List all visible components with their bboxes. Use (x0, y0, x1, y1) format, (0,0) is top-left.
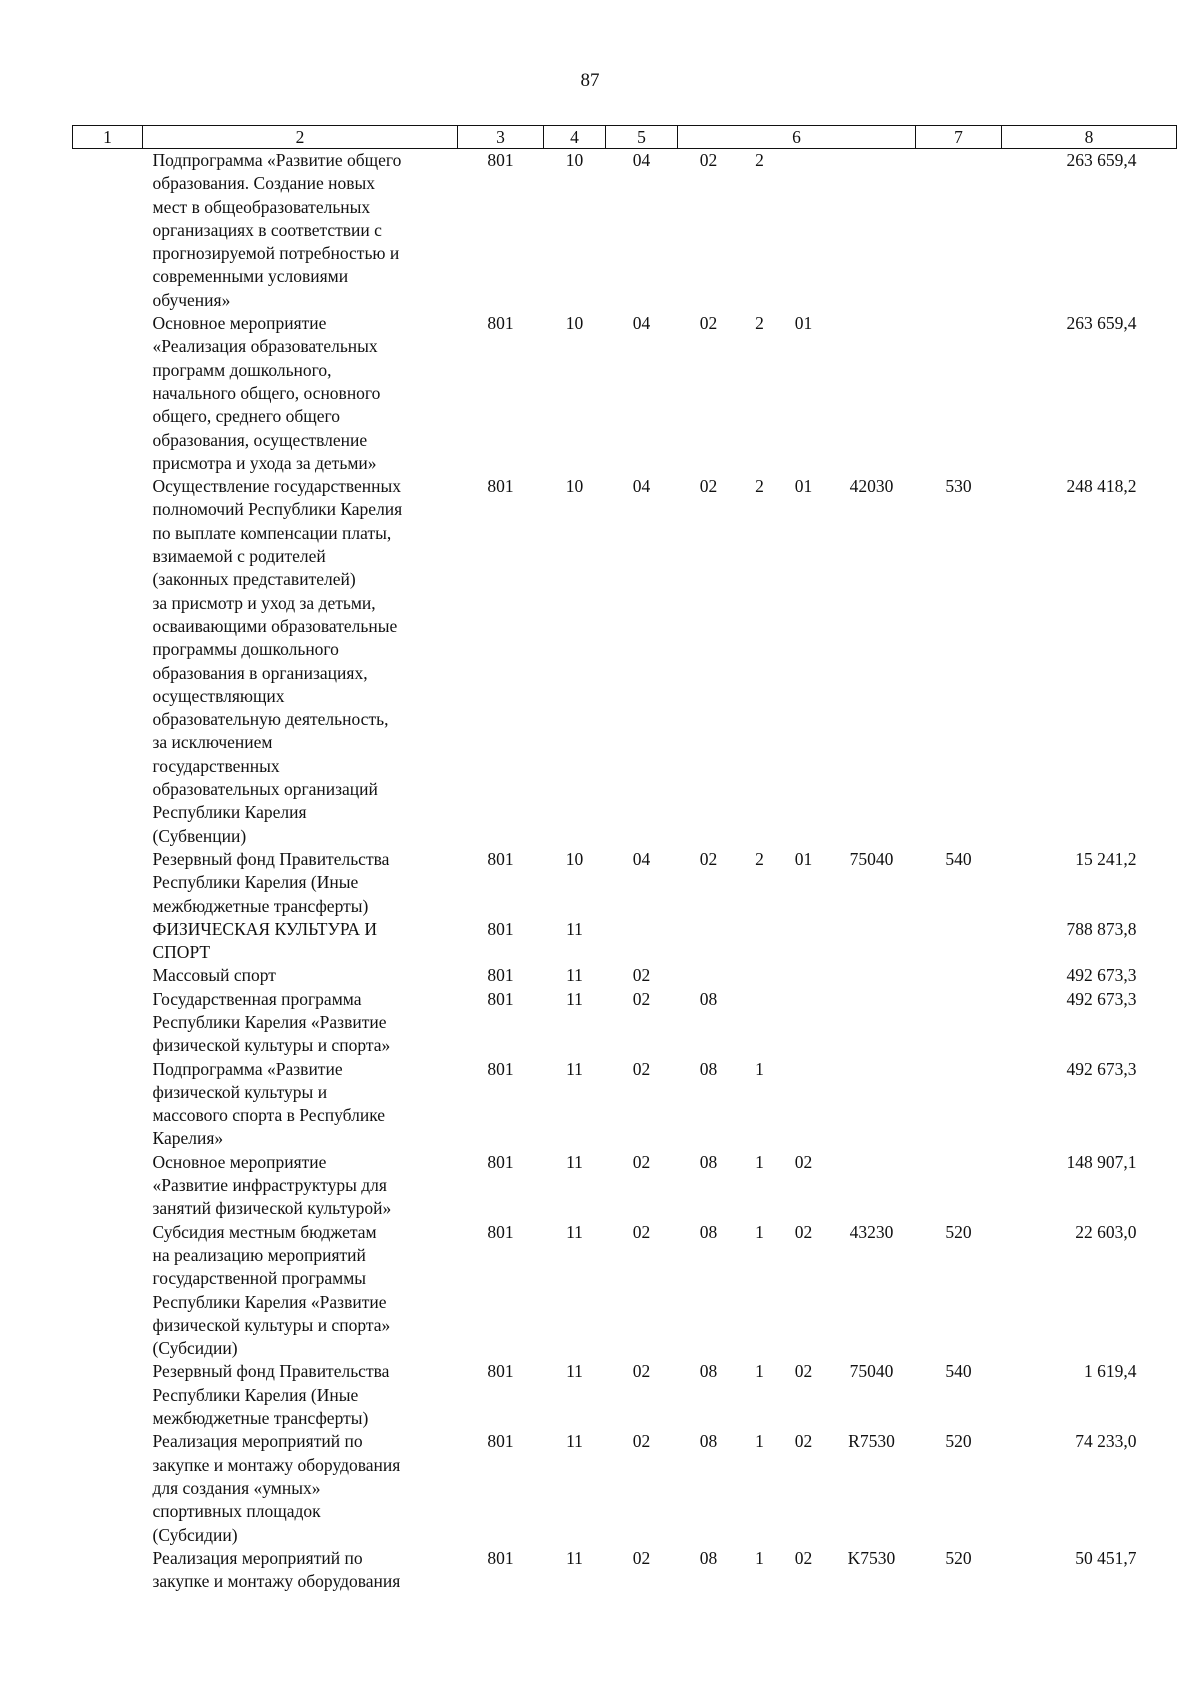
cell-c6d: R7530 (848, 1431, 895, 1452)
cell-c6d: 42030 (849, 476, 894, 497)
budget-table (72, 125, 1177, 1593)
cell-c6a: 02 (699, 150, 718, 170)
cell-c6a: 08 (699, 1221, 718, 1242)
header-col-4: 4 (544, 126, 606, 149)
table-row (73, 149, 1177, 313)
cell-c5: 02 (632, 1431, 651, 1452)
cell-c5: 02 (632, 1221, 651, 1242)
cell-c6b: 1 (755, 1547, 764, 1568)
cell-c6d: 75040 (849, 1361, 894, 1382)
cell-c6b: 2 (755, 150, 764, 170)
cell-c8: 1 619,4 (1084, 1361, 1137, 1382)
cell-c5: 02 (632, 1547, 651, 1568)
header-col-5: 5 (606, 126, 678, 149)
cell-c6a: 08 (699, 1151, 718, 1172)
cell-empty (73, 149, 143, 313)
cell-c6c: 02 (794, 1361, 813, 1382)
cell-c3: 801 (487, 1431, 514, 1452)
table-row (73, 475, 1177, 848)
cell-c6d: 43230 (849, 1221, 894, 1242)
cell-c6c (780, 918, 828, 965)
cell-c3: 801 (487, 1547, 514, 1568)
cell-c8: 492 673,3 (1066, 965, 1137, 986)
cell-c2: Резервный фонд Правительства Республики Карелия (Иные межбюджетные трансферты) (152, 1361, 390, 1429)
cell-c5 (606, 918, 678, 965)
cell-c2: Реализация мероприятий по закупке и монтажу оборудования (152, 1547, 401, 1592)
cell-empty (73, 1360, 143, 1430)
cell-c2: Подпрограмма «Развитие общего образования. Создание новых мест в общеобразовательных организациях в соответствии с прогнозируемой потребностью и современными условиями обучения» (152, 150, 402, 310)
cell-c6b: 1 (755, 1221, 764, 1242)
header-col-1: 1 (73, 126, 143, 149)
cell-c2: Реализация мероприятий по закупке и монтажу оборудования для создания «умных» спортивных площадок (Субсидии) (152, 1431, 401, 1545)
table-row (73, 1360, 1177, 1430)
cell-c7: 540 (945, 848, 972, 869)
cell-c2: Подпрограмма «Развитие физической культуры и массового спорта в Республике Карелия» (152, 1058, 386, 1149)
cell-c3: 801 (487, 1151, 514, 1172)
cell-c6a: 08 (699, 988, 718, 1009)
cell-c3: 801 (487, 848, 514, 869)
cell-c6a: 02 (699, 848, 718, 869)
cell-c7 (916, 312, 1002, 475)
header-col-2: 2 (143, 126, 458, 149)
cell-c6b: 2 (755, 476, 764, 497)
table-body (73, 149, 1177, 1594)
cell-c7: 520 (945, 1547, 972, 1568)
cell-c8: 248 418,2 (1066, 476, 1137, 497)
cell-c6b (740, 988, 780, 1058)
cell-c8: 15 241,2 (1075, 848, 1137, 869)
cell-c2: ФИЗИЧЕСКАЯ КУЛЬТУРА И СПОРТ (152, 918, 378, 963)
header-col-7: 7 (916, 126, 1002, 149)
cell-c4: 10 (565, 313, 584, 334)
cell-c6b (740, 964, 780, 987)
cell-c8: 22 603,0 (1075, 1221, 1137, 1242)
cell-c6b: 1 (755, 1058, 764, 1079)
table-row (73, 1058, 1177, 1151)
cell-c6d (828, 312, 916, 475)
cell-c6b: 2 (755, 313, 764, 334)
cell-empty (73, 918, 143, 965)
cell-c6b: 1 (755, 1361, 764, 1382)
cell-c6a: 08 (699, 1361, 718, 1382)
cell-c6d (828, 988, 916, 1058)
cell-c6d (828, 964, 916, 987)
cell-empty (73, 1430, 143, 1546)
cell-c6d (828, 1058, 916, 1151)
table-row (73, 848, 1177, 918)
cell-c5: 02 (632, 988, 651, 1009)
cell-c2: Резервный фонд Правительства Республики Карелия (Иные межбюджетные трансферты) (152, 848, 390, 916)
cell-c7 (916, 964, 1002, 987)
header-col-3: 3 (458, 126, 544, 149)
cell-c4: 11 (566, 918, 583, 939)
cell-c7 (916, 918, 1002, 965)
cell-c3: 801 (487, 1058, 514, 1079)
cell-c3: 801 (487, 313, 514, 334)
cell-c7 (916, 1058, 1002, 1151)
cell-c6d: 75040 (849, 848, 894, 869)
cell-c6a: 02 (699, 313, 718, 334)
cell-c6b: 1 (755, 1151, 764, 1172)
cell-c2: Осуществление государственных полномочий Республики Карелия по выплате компенсации платы, взимаемой с родителей (законных представителей) за присмотр и уход за детьми, осваивающими образовательные программы дошкольного образования в организациях, осуществляющих образовательную деятельность, за исключением государственных образовательных организаций Республики Карелия (Субвенции) (152, 476, 403, 846)
cell-c6d (828, 918, 916, 965)
cell-empty (73, 1151, 143, 1221)
table-row (73, 964, 1177, 987)
cell-c7: 540 (945, 1361, 972, 1382)
cell-c7 (916, 1151, 1002, 1221)
cell-c2: Основное мероприятие «Развитие инфраструктуры для занятий физической культурой» (152, 1151, 392, 1219)
cell-c7: 520 (945, 1431, 972, 1452)
cell-c6c (780, 1058, 828, 1151)
cell-c6c: 02 (794, 1431, 813, 1452)
cell-c6a: 02 (699, 476, 718, 497)
cell-c8: 492 673,3 (1066, 988, 1137, 1009)
cell-c6c: 01 (794, 476, 813, 497)
cell-c5: 02 (632, 965, 651, 986)
cell-empty (73, 1058, 143, 1151)
page-number: 87 (580, 70, 600, 91)
cell-c6a: 08 (699, 1547, 718, 1568)
cell-c5: 04 (632, 313, 651, 334)
table-row (73, 1430, 1177, 1546)
cell-c6a (678, 918, 740, 965)
cell-c8: 492 673,3 (1066, 1058, 1137, 1079)
cell-c2: Основное мероприятие «Реализация образовательных программ дошкольного, начального общего, основного общего, среднего общего образования, осуществление присмотра и ухода за детьми» (152, 313, 381, 473)
cell-empty (73, 312, 143, 475)
cell-c6c: 01 (794, 848, 813, 869)
cell-c5: 02 (632, 1151, 651, 1172)
cell-c6c (780, 149, 828, 313)
cell-empty (73, 988, 143, 1058)
cell-empty (73, 1221, 143, 1361)
table-row (73, 1221, 1177, 1361)
cell-c2: Государственная программа Республики Карелия «Развитие физической культуры и спорта» (152, 988, 391, 1056)
cell-c5: 02 (632, 1361, 651, 1382)
cell-c7 (916, 149, 1002, 313)
cell-c4: 11 (566, 1361, 583, 1382)
cell-empty (73, 475, 143, 848)
cell-c6b: 1 (755, 1431, 764, 1452)
header-col-6: 6 (678, 126, 916, 149)
cell-c3: 801 (487, 1221, 514, 1242)
cell-c4: 11 (566, 1221, 583, 1242)
cell-c4: 10 (565, 476, 584, 497)
cell-c6a: 08 (699, 1058, 718, 1079)
table-header-row (73, 126, 1177, 149)
cell-c6d (828, 149, 916, 313)
cell-c6a: 08 (699, 1431, 718, 1452)
cell-c4: 11 (566, 1431, 583, 1452)
cell-c8: 788 873,8 (1066, 918, 1137, 939)
cell-c6c: 02 (794, 1151, 813, 1172)
cell-c6d: K7530 (847, 1547, 896, 1568)
table-row (73, 1151, 1177, 1221)
table-row (73, 312, 1177, 475)
cell-c8: 50 451,7 (1075, 1547, 1137, 1568)
header-col-8: 8 (1002, 126, 1177, 149)
cell-c4: 11 (566, 965, 583, 986)
cell-c3: 801 (487, 918, 514, 939)
cell-c3: 801 (487, 988, 514, 1009)
cell-c5: 04 (632, 150, 651, 170)
cell-c6c: 02 (794, 1221, 813, 1242)
cell-c8: 148 907,1 (1066, 1151, 1137, 1172)
table-row (73, 988, 1177, 1058)
cell-empty (73, 1547, 143, 1594)
cell-c6d (828, 1151, 916, 1221)
cell-c8: 263 659,4 (1066, 150, 1137, 170)
cell-c3: 801 (487, 150, 514, 170)
cell-c6a (678, 964, 740, 987)
cell-empty (73, 964, 143, 987)
cell-c2: Массовый спорт (152, 965, 276, 986)
table-row (73, 1547, 1177, 1594)
cell-c3: 801 (487, 965, 514, 986)
cell-c2: Субсидия местным бюджетам на реализацию мероприятий государственной программы Республики Карелия «Развитие физической культуры и спорта» (Субсидии) (152, 1221, 391, 1359)
cell-c6b: 2 (755, 848, 764, 869)
cell-c6b (740, 918, 780, 965)
cell-c8: 74 233,0 (1075, 1431, 1137, 1452)
cell-c4: 11 (566, 988, 583, 1009)
cell-c6c: 01 (794, 313, 813, 334)
cell-c3: 801 (487, 476, 514, 497)
cell-c3: 801 (487, 1361, 514, 1382)
cell-c6c (780, 988, 828, 1058)
cell-empty (73, 848, 143, 918)
cell-c4: 11 (566, 1151, 583, 1172)
cell-c4: 10 (565, 150, 584, 170)
cell-c7 (916, 988, 1002, 1058)
cell-c4: 11 (566, 1058, 583, 1079)
cell-c7: 530 (945, 476, 972, 497)
cell-c6c (780, 964, 828, 987)
cell-c8: 263 659,4 (1066, 313, 1137, 334)
table-row (73, 918, 1177, 965)
cell-c5: 04 (632, 848, 651, 869)
cell-c5: 04 (632, 476, 651, 497)
cell-c5: 02 (632, 1058, 651, 1079)
cell-c7: 520 (945, 1221, 972, 1242)
cell-c6c: 02 (794, 1547, 813, 1568)
cell-c4: 11 (566, 1547, 583, 1568)
cell-c4: 10 (565, 848, 584, 869)
